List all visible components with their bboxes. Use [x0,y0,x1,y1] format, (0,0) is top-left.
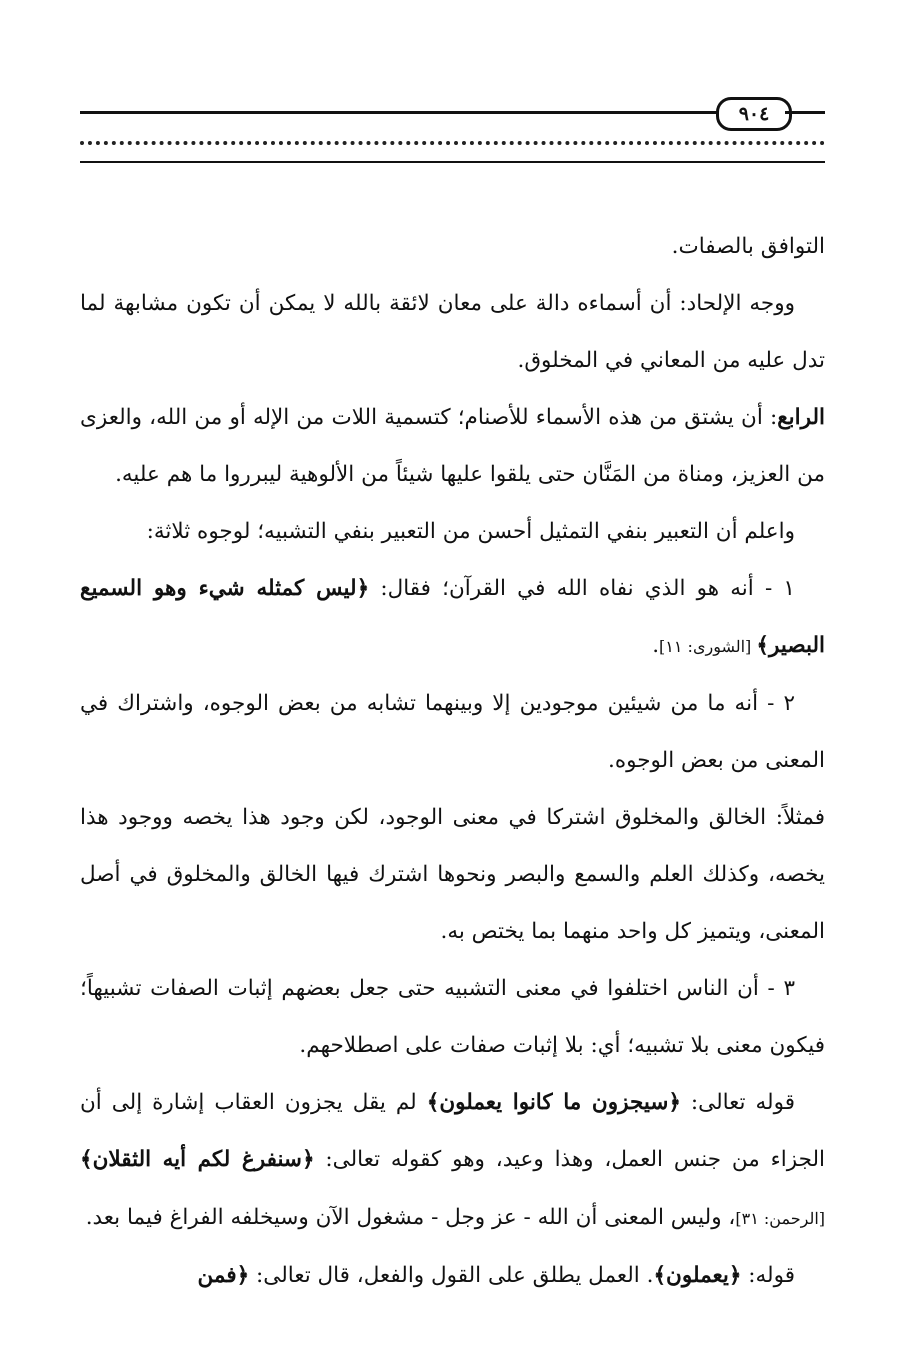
header-rule-right [785,111,825,114]
header-rule-bottom [80,161,825,163]
paragraph-9-text-b: لم يقل يجزون العقاب إشارة إلى أن الجزاء من جنس العمل، وهذا وعيد، وهو كقوله تعالى: [80,1090,826,1172]
paragraph-7: فمثلاً: الخالق والمخلوق اشتركا في معنى الوجود، لكن وجود هذا يخصه ووجود هذا يخصه، وكذلك العلم والسمع والبصر ونحوها اشترك فيها الخالق والمخلوق في أصل المعنى، ويتميز كل واحد منهما بما يختص به. [80,805,825,944]
paragraph-5-end: . [652,633,660,658]
paragraph-10-text-b: . العمل يطلق على القول والفعل، قال تعالى: [249,1263,654,1288]
page-header [80,95,825,170]
paragraph-3-label: الرابع [777,405,825,430]
paragraph-5 [80,560,825,675]
quran-quote-rahman: ﴿سنفرغ لكم أيه الثقلان﴾ [80,1147,315,1172]
page-body [80,218,825,1304]
paragraph-6: ٢ - أنه ما من شيئين موجودين إلا وبينهما تشابه من بعض الوجوه، واشتراك في المعنى من بعض الوجوه. [80,691,825,773]
quran-quote-a: ﴿سيجزون ما كانوا يعملون﴾ [426,1090,681,1115]
quran-ref-shura: [الشورى: ١١] [659,637,757,656]
paragraph-3-text: : أن يشتق من هذه الأسماء للأصنام؛ كتسمية اللات من الإله أو من الله، والعزى من العزيز، ومناة من المَنَّان حتى يلقوا عليها شيئاً من الألوهية ليبرروا ما هم عليه. [80,405,825,487]
paragraph-10-text-a: قوله: [741,1263,795,1288]
paragraph-9-text-a: قوله تعالى: [680,1090,795,1115]
paragraph-4: واعلم أن التعبير بنفي التمثيل أحسن من التعبير بنفي التشبيه؛ لوجوه ثلاثة: [146,519,795,544]
quran-quote-shura: ﴿ليس كمثله شيء وهو السميع البصير﴾ [80,576,825,658]
paragraph-2: ووجه الإلحاد: أن أسماءه دالة على معان لائقة بالله لا يمكن أن تكون مشابهة لما تدل عليه من المعاني في المخلوق. [80,291,825,373]
paragraph-10 [80,1247,825,1304]
page-number: ٩٠٤ [716,97,792,131]
quran-quote-yamalun: ﴿يعملون﴾ [653,1263,742,1288]
paragraph-9 [80,1074,825,1247]
header-rule-left [80,111,718,114]
dotted-separator [80,141,825,145]
quran-quote-faman: ﴿فمن [197,1263,250,1288]
paragraph-5-text: ١ - أنه هو الذي نفاه الله في القرآن؛ فقال: [369,576,795,601]
paragraph-3 [80,389,825,503]
paragraph-1: التوافق بالصفات. [671,234,825,259]
paragraph-9-text-c: ، وليس المعنى أن الله - عز وجل - مشغول الآن وسيخلفه الفراغ فيما بعد. [85,1205,736,1230]
quran-ref-rahman: [الرحمن: ٣١] [735,1209,825,1228]
paragraph-8: ٣ - أن الناس اختلفوا في معنى التشبيه حتى جعل بعضهم إثبات الصفات تشبيهاً؛ فيكون معنى بلا تشبيه؛ أي: بلا إثبات صفات على اصطلاحهم. [80,976,825,1058]
